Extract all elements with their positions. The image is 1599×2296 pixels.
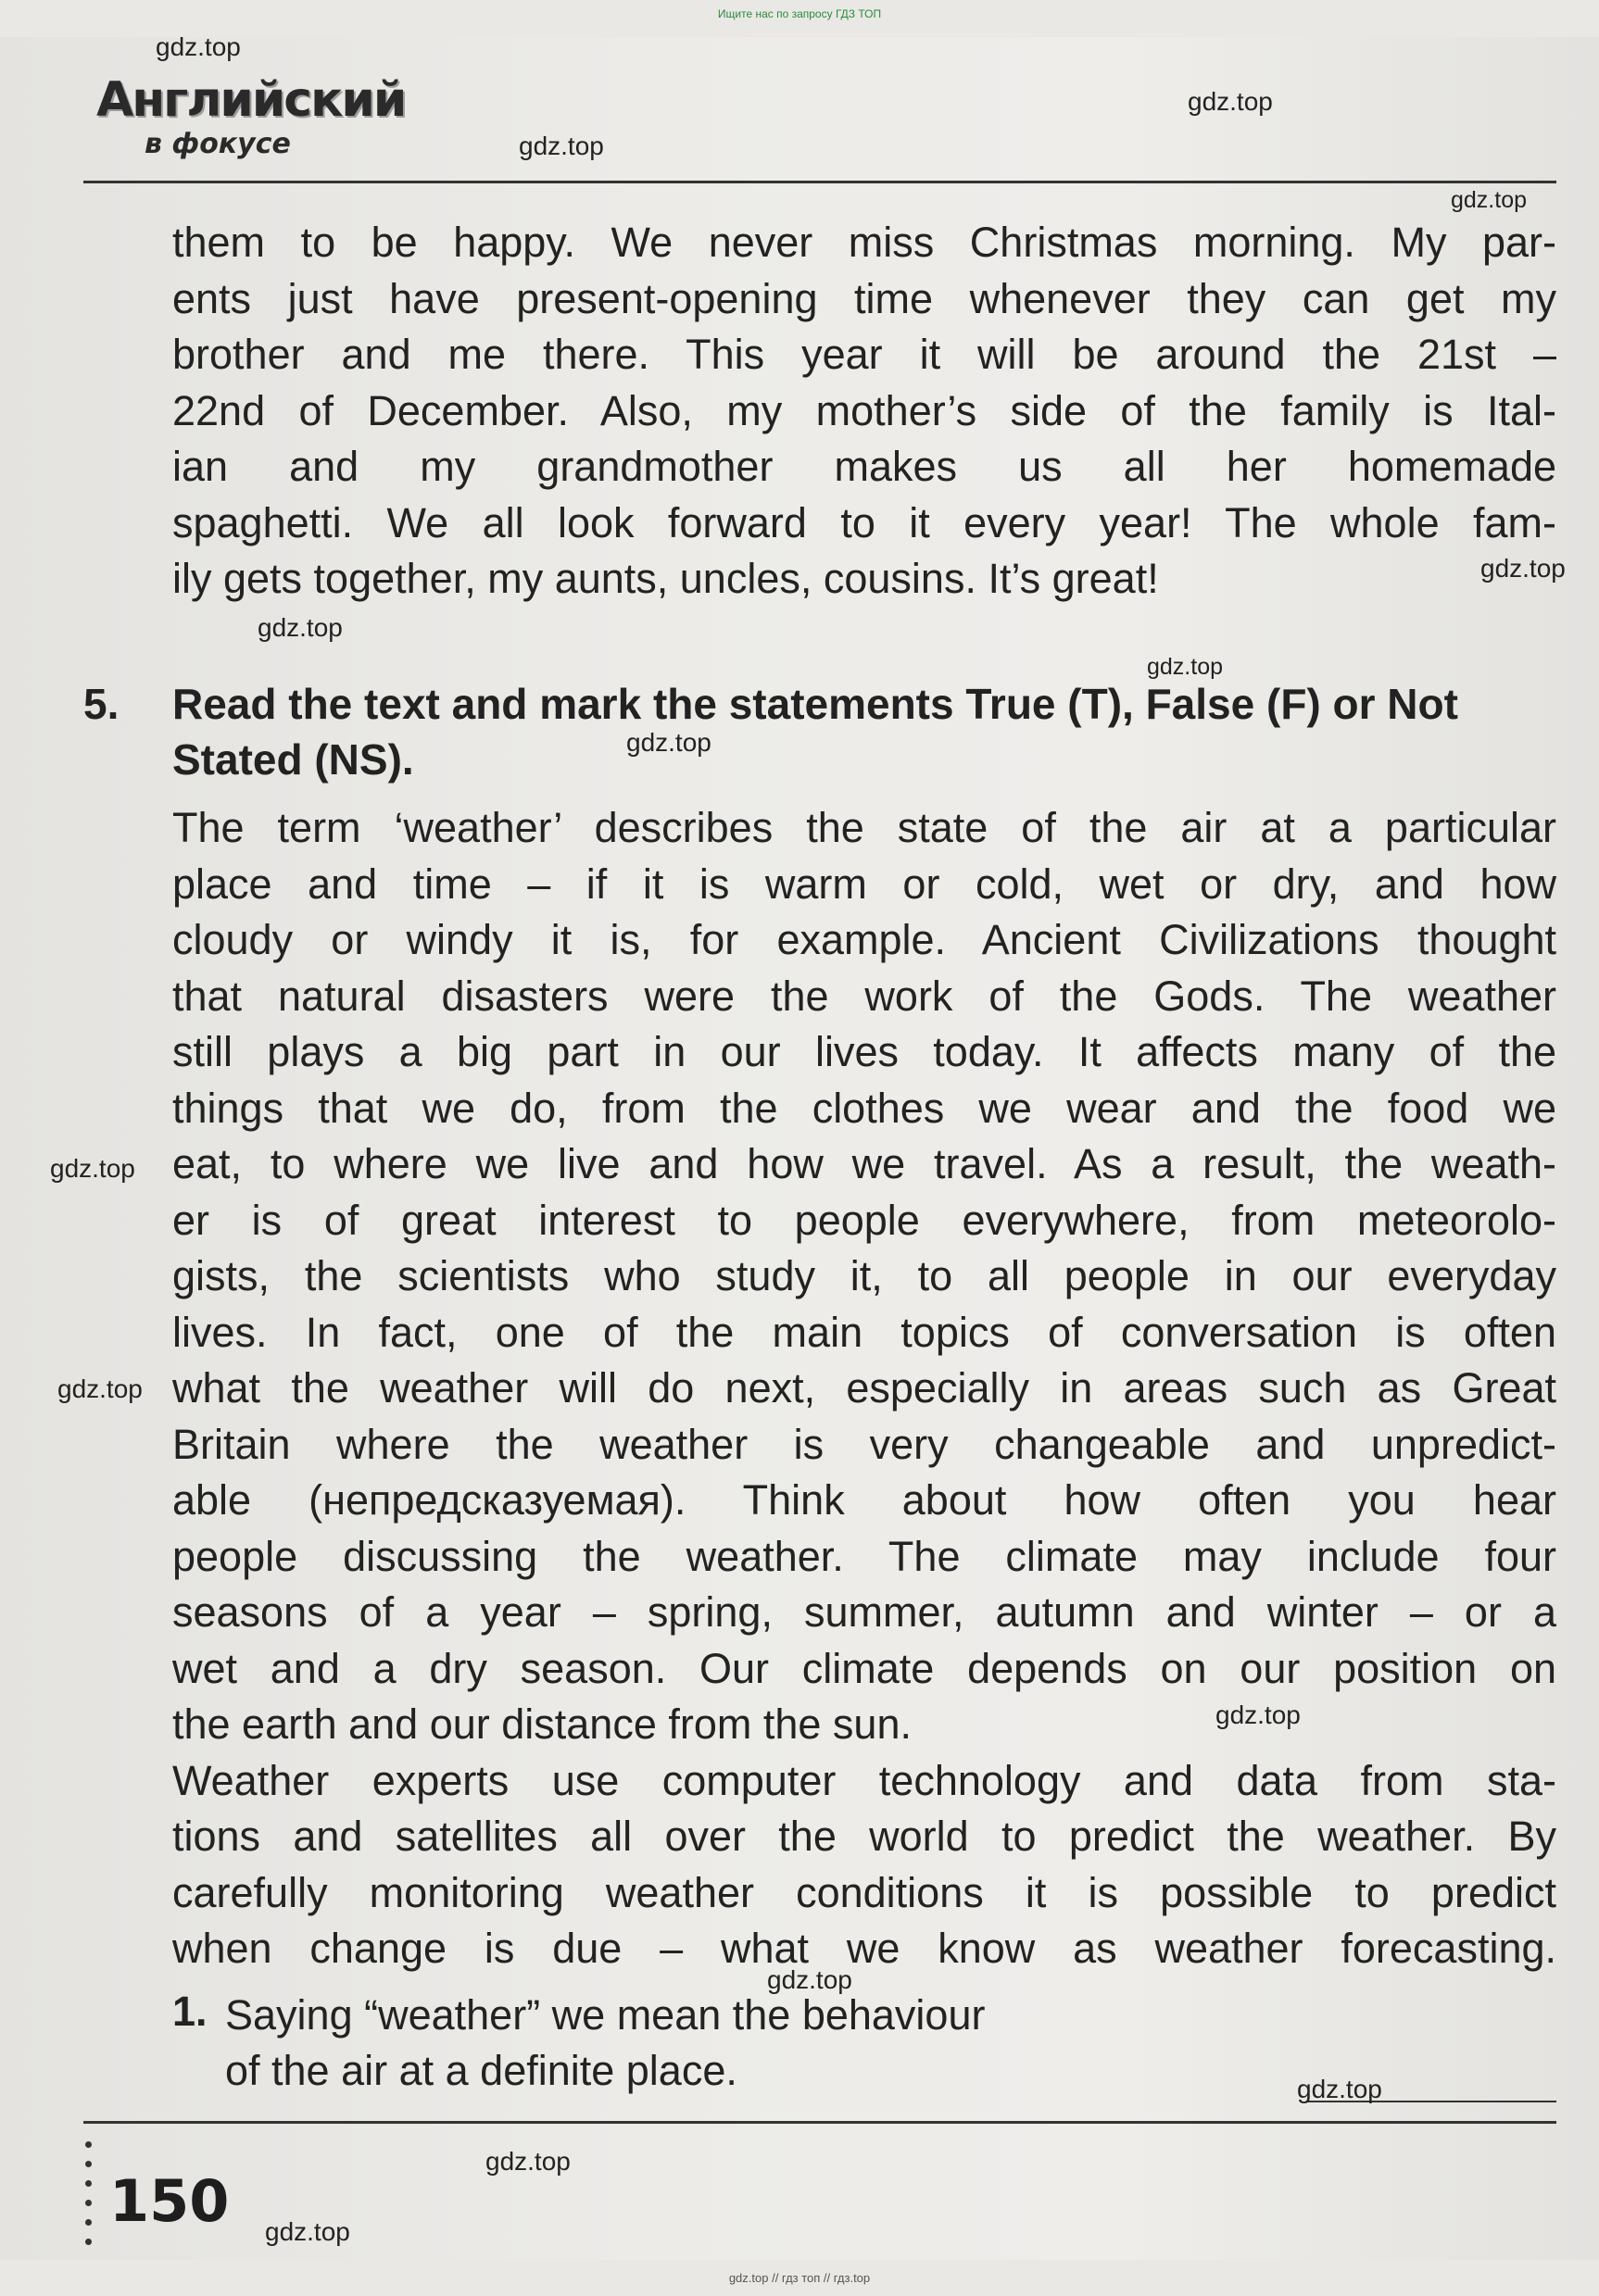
reading-text [172, 800, 1556, 1977]
text-line: Weather experts use computer technology and data from sta- [172, 1756, 1556, 1804]
text-line: wet and a dry season. Our climate depends on our position on [172, 1644, 1556, 1692]
logo-subtitle: в фокусе [145, 128, 291, 160]
margin-dots [85, 2141, 94, 2280]
text-line: things that we do, from the clothes we wear and the food we [172, 1084, 1556, 1132]
text-line: able (непредсказуемая). Think about how often you hear [172, 1476, 1556, 1524]
text-line: eat, to where we live and how we travel. As a result, the weath- [172, 1140, 1556, 1187]
watermark: gdz.top [57, 1374, 143, 1403]
text-line: the earth and our distance from the sun. [172, 1700, 912, 1748]
text-line: lives. In fact, one of the main topics of conversation is often [172, 1308, 1556, 1356]
text-line: Britain where the weather is very changeable and unpredict- [172, 1420, 1556, 1468]
bottom-banner: gdz.top // гдз топ // гдз.top [728, 2271, 871, 2285]
text-line: that natural disasters were the work of the Gods. The weather [172, 972, 1556, 1020]
statement-line: Saying “weather” we mean the behaviour [225, 1991, 986, 2039]
text-line: ents just have present-opening time whenever they can get my [172, 274, 1556, 322]
watermark: gdz.top [265, 2217, 350, 2246]
text-line: er is of great interest to people everywhere, from meteorolo- [172, 1196, 1556, 1244]
text-line: ily gets together, my aunts, uncles, cousins. It’s great! [172, 555, 1159, 602]
watermark: gdz.top [50, 1154, 135, 1183]
text-line: ian and my grandmother makes us all her homemade [172, 443, 1556, 490]
continuation-text [172, 215, 1556, 608]
header-rule [83, 181, 1556, 183]
text-line: brother and me there. This year it will be around the 21st – [172, 331, 1556, 378]
watermark: gdz.top [519, 132, 604, 160]
textbook-logo [93, 72, 406, 165]
logo-title: Английский [96, 72, 406, 128]
text-line: The term ‘weather’ describes the state of the air at a particular [172, 804, 1556, 851]
watermark: gdz.top [1215, 1700, 1301, 1729]
text-line: seasons of a year – spring, summer, autumn and winter – or a [172, 1588, 1556, 1636]
text-line: carefully monitoring weather conditions it is possible to predict [172, 1868, 1556, 1916]
statement-text [225, 1988, 985, 2099]
text-line: them to be happy. We never miss Christmas morning. My par- [172, 219, 1556, 266]
text-line: cloudy or windy it is, for example. Ancient Civilizations thought [172, 916, 1556, 963]
text-line: place and time – if it is warm or cold, wet or dry, and how [172, 859, 1556, 908]
watermark: gdz.top [1451, 187, 1528, 213]
watermark: gdz.top [1147, 654, 1224, 680]
text-line: what the weather will do next, especially in areas such as Great [172, 1364, 1556, 1411]
statement-line: of the air at a definite place. [225, 2047, 737, 2094]
watermark: gdz.top [485, 2147, 571, 2176]
top-banner: Ищите нас по запросу ГДЗ ТОП [717, 7, 882, 20]
watermark: gdz.top [156, 32, 241, 61]
text-line: when change is due – what we know as weather forecasting. [172, 1925, 1556, 1972]
exercise-number: 5. [83, 680, 120, 728]
page-number: 150 [109, 2167, 230, 2235]
exercise-instruction: Read the text and mark the statements True (T), False (F) or Not Stated (NS). [172, 680, 1458, 784]
watermark: gdz.top [626, 728, 711, 757]
statement-number: 1. [172, 1988, 208, 2035]
watermark: gdz.top [1480, 554, 1566, 583]
text-line: spaghetti. We all look forward to it every year! The whole fam- [172, 498, 1556, 546]
watermark: gdz.top [258, 613, 343, 642]
text-line: 22nd of December. Also, my mother’s side of the family is Ital- [172, 386, 1556, 434]
watermark: gdz.top [1188, 87, 1273, 116]
text-line: still plays a big part in our lives today. It affects many of the [172, 1028, 1556, 1075]
watermark: gdz.top [1297, 2075, 1382, 2103]
text-line: gists, the scientists who study it, to all people in our everyday [172, 1252, 1556, 1299]
text-line: tions and satellites all over the world to predict the weather. By [172, 1813, 1556, 1860]
text-line: people discussing the weather. The climate may include four [172, 1532, 1556, 1580]
watermark: gdz.top [767, 1965, 852, 1994]
footer-rule [83, 2121, 1556, 2124]
